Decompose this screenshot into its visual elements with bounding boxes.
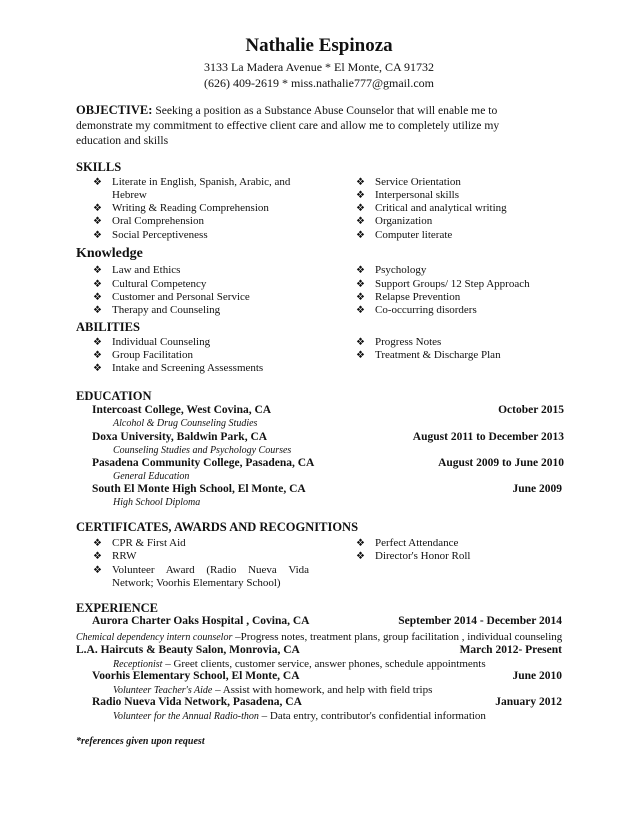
knowledge-heading: Knowledge — [76, 246, 143, 261]
diamond-bullet-icon: ❖ — [93, 177, 102, 188]
diamond-bullet-icon: ❖ — [356, 292, 365, 303]
diamond-bullet-icon: ❖ — [356, 265, 365, 276]
education-school: Doxa University, Baldwin Park, CA — [92, 431, 268, 443]
skills-heading: SKILLS — [76, 160, 122, 174]
list-item-text: Individual Counseling — [112, 336, 211, 348]
list-item-text: Service Orientation — [375, 176, 461, 188]
education-detail: General Education — [113, 471, 190, 482]
diamond-bullet-icon: ❖ — [356, 350, 365, 361]
contact-line: (626) 409-2619 * miss.nathalie777@gmail.com — [203, 76, 434, 90]
list-item-text: RRW — [112, 550, 137, 562]
diamond-bullet-icon: ❖ — [93, 216, 102, 227]
address-line: 3133 La Madera Avenue * El Monte, CA 91732 — [203, 60, 435, 74]
diamond-bullet-icon: ❖ — [356, 216, 365, 227]
list-item-text: Support Groups/ 12 Step Approach — [375, 278, 530, 290]
list-item-text: Social Perceptiveness — [112, 229, 208, 241]
experience-desc: –Progress notes, treatment plans, group facilitation , individual counseling — [232, 631, 563, 643]
experience-desc: – Greet clients, customer service, answer phones, schedule appointments — [162, 658, 486, 670]
list-item-text: Treatment & Discharge Plan — [375, 349, 501, 361]
list-item-text: Critical and analytical writing — [375, 202, 507, 214]
diamond-bullet-icon: ❖ — [93, 350, 102, 361]
diamond-bullet-icon: ❖ — [356, 203, 365, 214]
diamond-bullet-icon: ❖ — [356, 551, 365, 562]
list-item-text: Volunteer Award (Radio Nueva Vida — [112, 564, 310, 576]
objective-section — [76, 103, 546, 148]
list-item-text: Director's Honor Roll — [375, 550, 471, 562]
list-item-text: Law and Ethics — [112, 264, 181, 276]
list-item-text: Cultural Competency — [112, 278, 207, 290]
experience-org: L.A. Haircuts & Beauty Salon, Monrovia, CA — [76, 644, 300, 656]
experience-heading: EXPERIENCE — [76, 601, 158, 615]
experience-role-line — [113, 684, 432, 696]
resume-name: Nathalie Espinoza — [245, 35, 393, 56]
list-item-text: Group Facilitation — [112, 349, 193, 361]
list-item-text: Psychology — [375, 264, 427, 276]
diamond-bullet-icon: ❖ — [93, 230, 102, 241]
diamond-bullet-icon: ❖ — [356, 230, 365, 241]
objective-text: Seeking a position as a Substance Abuse Counselor that will enable me to demonstrate my commitment to effective client care and allow me to completely utilize my education and skills — [76, 104, 500, 147]
education-detail: Counseling Studies and Psychology Courses — [113, 445, 292, 456]
diamond-bullet-icon: ❖ — [93, 565, 102, 576]
diamond-bullet-icon: ❖ — [93, 305, 102, 316]
experience-role: Volunteer for the Annual Radio-thon — [113, 711, 259, 722]
list-item-text: Organization — [375, 215, 433, 227]
diamond-bullet-icon: ❖ — [93, 551, 102, 562]
experience-role: Volunteer Teacher's Aide — [113, 685, 213, 696]
list-item-text: CPR & First Aid — [112, 537, 186, 549]
diamond-bullet-icon: ❖ — [356, 337, 365, 348]
objective-label: OBJECTIVE: — [76, 103, 153, 117]
list-item-text: Network; Voorhis Elementary School) — [112, 577, 281, 589]
education-date: August 2011 to December 2013 — [412, 431, 564, 443]
education-date: June 2009 — [512, 483, 562, 495]
list-item-text: Co-occurring disorders — [375, 304, 477, 316]
references-note: *references given upon request — [76, 736, 205, 747]
education-date: August 2009 to June 2010 — [438, 457, 564, 469]
list-item-text: Intake and Screening Assessments — [112, 362, 264, 374]
list-item-text: Writing & Reading Comprehension — [112, 202, 269, 214]
list-item-text: Hebrew — [112, 189, 147, 201]
diamond-bullet-icon: ❖ — [356, 538, 365, 549]
education-detail: High School Diploma — [113, 497, 201, 508]
diamond-bullet-icon: ❖ — [93, 279, 102, 290]
list-item-text: Perfect Attendance — [375, 537, 459, 549]
experience-role: Receptionist — [113, 659, 163, 670]
diamond-bullet-icon: ❖ — [356, 305, 365, 316]
education-date: October 2015 — [498, 404, 564, 416]
experience-date: January 2012 — [495, 696, 562, 708]
education-school: Pasadena Community College, Pasadena, CA — [92, 457, 315, 469]
education-school: South El Monte High School, El Monte, CA — [92, 483, 306, 495]
list-item-text: Literate in English, Spanish, Arabic, and — [112, 176, 291, 188]
diamond-bullet-icon: ❖ — [93, 538, 102, 549]
experience-role: Chemical dependency intern counselor — [76, 632, 233, 643]
experience-role-line — [113, 710, 486, 722]
experience-date: March 2012- Present — [459, 644, 562, 656]
list-item-text: Customer and Personal Service — [112, 291, 250, 303]
list-item-text: Therapy and Counseling — [112, 304, 221, 316]
experience-date: September 2014 - December 2014 — [398, 615, 562, 627]
experience-desc: – Data entry, contributor's confidential information — [258, 710, 486, 722]
diamond-bullet-icon: ❖ — [93, 363, 102, 374]
list-item-text: Relapse Prevention — [375, 291, 461, 303]
diamond-bullet-icon: ❖ — [93, 265, 102, 276]
certificates-heading: CERTIFICATES, AWARDS AND RECOGNITIONS — [76, 520, 359, 534]
education-school: Intercoast College, West Covina, CA — [92, 404, 272, 416]
experience-org: Radio Nueva Vida Network, Pasadena, CA — [92, 696, 302, 708]
list-item-text: Computer literate — [375, 229, 453, 241]
diamond-bullet-icon: ❖ — [356, 279, 365, 290]
list-item-text: Interpersonal skills — [375, 189, 460, 201]
experience-role-line — [76, 631, 562, 643]
education-detail: Alcohol & Drug Counseling Studies — [113, 418, 258, 429]
experience-role-line — [113, 658, 486, 670]
education-heading: EDUCATION — [76, 389, 152, 403]
diamond-bullet-icon: ❖ — [356, 177, 365, 188]
experience-date: June 2010 — [512, 670, 562, 682]
abilities-heading: ABILITIES — [76, 320, 140, 334]
experience-org: Voorhis Elementary School, El Monte, CA — [92, 670, 300, 682]
experience-desc: – Assist with homework, and help with field trips — [212, 684, 433, 696]
diamond-bullet-icon: ❖ — [93, 292, 102, 303]
diamond-bullet-icon: ❖ — [356, 190, 365, 201]
list-item-text: Oral Comprehension — [112, 215, 204, 227]
experience-org: Aurora Charter Oaks Hospital , Covina, CA — [92, 615, 310, 627]
diamond-bullet-icon: ❖ — [93, 203, 102, 214]
list-item-text: Progress Notes — [375, 336, 442, 348]
diamond-bullet-icon: ❖ — [93, 337, 102, 348]
